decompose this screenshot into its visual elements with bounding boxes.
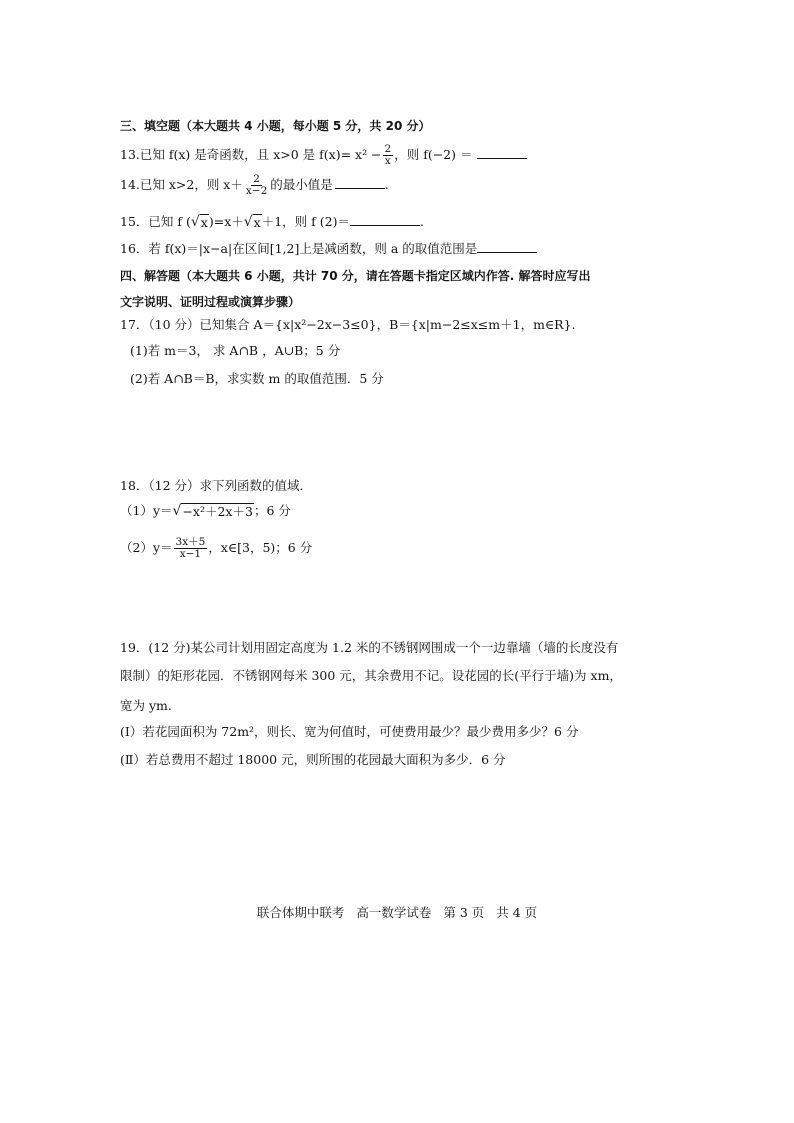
q15-sqrt-1: √ x [190,214,208,230]
q18-part-2-tail: ，x∈[3，5)；6 分 [208,540,313,555]
q18-part-1 [120,503,291,519]
question-15: 15．已知 f ( √ x )=x＋ √ x ＋1，则 f (2)＝ . [120,214,424,230]
footer-page-number: 第 3 页 [443,905,485,920]
question-16 [120,240,537,257]
q14-frac-num: 2 [253,173,260,185]
q15-sqrt-2: √ x [243,214,261,230]
q16-text: 16．若 f(x)＝|x−a|在区间[1,2]上是减函数，则 a 的取值范围是 [120,241,478,256]
q18-part-2-lead: （2）y＝ [120,540,173,555]
q18-stem: 18．（12 分）求下列函数的值域． [120,478,313,493]
q13-lead: 13.已知 f(x) 是奇函数，且 x>0 是 f(x)= x² − [120,147,382,162]
footer-exam-name: 联合体期中联考 [256,905,345,920]
q18-part-2-num: 3x＋5 [175,536,206,548]
q19-line-1: 19．(12 分)某公司计划用固定高度为 1.2 米的不锈钢网围成一个一边靠墙（墙的长度没有 [120,640,619,655]
q15-mid: )=x＋ [208,214,244,229]
q17-part-2: (2)若 A∩B＝B，求实数 m 的取值范围．5 分 [130,371,384,386]
q14-lead: 14.已知 x>2，则 x＋ [120,177,243,192]
section-3-heading: 三、填空题（本大题共 4 小题，每小题 5 分，共 20 分） [120,119,431,133]
q13-tail: ，则 f(−2) ＝ [394,147,473,162]
q14-frac-den: x−2 [245,185,268,197]
page-footer [0,903,794,921]
q13-frac-den: x [384,155,391,167]
q15-tail: ＋1，则 f (2)＝ [261,214,350,229]
q18-part-2-fraction [174,537,208,560]
q14-answer-blank[interactable] [335,176,385,189]
q15-lead: 15．已知 f ( [120,214,191,229]
q17-stem: 17．（10 分）已知集合 A＝{x|x²−2x−3≤0}，B＝{x|m−2≤x≤m＋1，m∈R}. [120,317,576,332]
q19-part-1: (Ⅰ）若花园面积为 72m²，则长、宽为何值时，可使费用最少？最少费用多少？6 分 [120,724,579,739]
question-14: 14.已知 x>2，则 x＋ $\frac{2}{x-2}$ 的最小值是 . [120,173,389,197]
section-4-heading-line-2: 文字说明、证明过程或演算步骤） [120,295,301,309]
q18-part-1-tail: ；6 分 [253,503,291,518]
question-13 [120,144,527,167]
q13-answer-blank[interactable] [477,146,527,159]
footer-total-pages: 共 4 页 [496,905,538,920]
q19-line-3: 宽为 ym. [120,698,172,713]
q18-part-2 [120,537,312,560]
q14-fraction [244,174,269,197]
q15-answer-blank[interactable] [350,213,420,226]
q16-answer-blank[interactable] [477,240,537,253]
q19-line-2: 限制）的矩形花园．不锈钢网每米 300 元，其余费用不记。设花园的长(平行于墙)为 xm， [120,668,622,683]
section-4-heading-line-1: 四、解答题（本大题共 6 小题，共计 70 分，请在答题卡指定区域内作答. 解答时应写出 [120,269,591,283]
q18-part-1-lead: （1）y＝ [120,503,173,518]
q13-fraction [383,144,394,167]
q17-part-1: (1)若 m＝3， 求 A∩B ，A∪B；5 分 [130,343,341,358]
q19-part-2: (Ⅱ）若总费用不超过 18000 元，则所围的花园最大面积为多少．6 分 [120,752,506,767]
q13-frac-num: 2 [384,143,392,155]
footer-subject: 高一数学试卷 [356,905,432,920]
q18-part-2-den: x−1 [179,548,202,560]
q18-part-1-sqrt: √ −x²＋2x＋3 [172,503,253,519]
q14-tail: 的最小值是 [270,177,333,192]
